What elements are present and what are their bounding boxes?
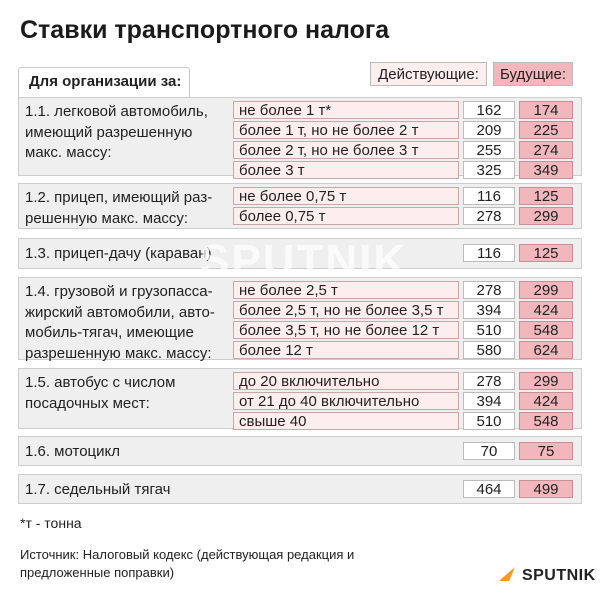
future-rates-header: Будущие:: [493, 62, 573, 86]
current-rate: 255: [463, 141, 515, 159]
future-rate: 174: [519, 101, 573, 119]
future-rate: 499: [519, 480, 573, 498]
weight-category: не более 1 т*: [233, 101, 459, 119]
logo-text: SPUTNIK: [521, 567, 596, 584]
future-rate: 299: [519, 207, 573, 225]
future-rate: 424: [519, 301, 573, 319]
weight-category: от 21 до 40 включительно: [233, 392, 459, 410]
current-rate: 580: [463, 341, 515, 359]
weight-category: свыше 40: [233, 412, 459, 430]
current-rate: 209: [463, 121, 515, 139]
sputnik-logo: [497, 565, 596, 585]
rate-group: [18, 183, 582, 229]
current-rate: 278: [463, 207, 515, 225]
weight-category: более 2,5 т, но не более 3,5 т: [233, 301, 459, 319]
future-rate: 349: [519, 161, 573, 179]
current-rate: 162: [463, 101, 515, 119]
current-rate: 510: [463, 412, 515, 430]
rate-group: [18, 368, 582, 429]
group-label: 1.3. прицеп-дачу (караван): [25, 245, 212, 262]
current-rate: 394: [463, 301, 515, 319]
future-rate: 299: [519, 372, 573, 390]
group-label: 1.5. автобус с числом посадочных мест:: [25, 374, 176, 412]
weight-category: более 12 т: [233, 341, 459, 359]
current-rate: 278: [463, 372, 515, 390]
current-rate: 510: [463, 321, 515, 339]
footnote: *т - тонна: [20, 515, 82, 531]
rate-group: [18, 97, 582, 179]
current-rate: 325: [463, 161, 515, 179]
current-rate: 116: [463, 187, 515, 205]
weight-category: более 2 т, но не более 3 т: [233, 141, 459, 159]
group-label: 1.7. седельный тягач: [25, 481, 171, 498]
current-rate: 394: [463, 392, 515, 410]
future-rate: 548: [519, 321, 573, 339]
future-rate: 225: [519, 121, 573, 139]
group-label: 1.4. грузовой и грузопасса- жирский автомобили, авто- мобиль-тягач, имеющие разрешенную макс. массу:: [25, 283, 215, 362]
group-label: 1.1. легковой автомобиль, имеющий разрешенную макс. массу:: [25, 103, 208, 161]
weight-category: не более 0,75 т: [233, 187, 459, 205]
weight-category: более 3 т: [233, 161, 459, 179]
current-rate: 278: [463, 281, 515, 299]
current-rates-header: Действующие:: [370, 62, 487, 86]
weight-category: более 0,75 т: [233, 207, 459, 225]
future-rate: 299: [519, 281, 573, 299]
future-rate: 424: [519, 392, 573, 410]
future-rate: 125: [519, 244, 573, 262]
future-rate: 274: [519, 141, 573, 159]
weight-category: более 3,5 т, но не более 12 т: [233, 321, 459, 339]
group-label: 1.2. прицеп, имеющий раз- решенную макс. массу:: [25, 189, 213, 227]
rate-group: [18, 436, 582, 466]
weight-category: более 1 т, но не более 2 т: [233, 121, 459, 139]
page-title: Ставки транспортного налога: [20, 16, 390, 44]
future-rate: 548: [519, 412, 573, 430]
future-rate: 125: [519, 187, 573, 205]
weight-category: до 20 включительно: [233, 372, 459, 390]
watermark: SPUTNIK: [200, 236, 408, 285]
group-label: 1.6. мотоцикл: [25, 443, 121, 460]
rate-group: [18, 474, 582, 504]
current-rate: 70: [463, 442, 515, 460]
current-rate: 116: [463, 244, 515, 262]
future-rate: 624: [519, 341, 573, 359]
weight-category: не более 2,5 т: [233, 281, 459, 299]
sputnik-logo-icon: [497, 565, 517, 583]
future-rate: 75: [519, 442, 573, 460]
rate-group: [18, 277, 582, 360]
organization-tab: Для организации за:: [18, 67, 190, 97]
source-text: Источник: Налоговый кодекс (действующая редакция и предложенные поправки): [20, 547, 355, 580]
current-rate: 464: [463, 480, 515, 498]
